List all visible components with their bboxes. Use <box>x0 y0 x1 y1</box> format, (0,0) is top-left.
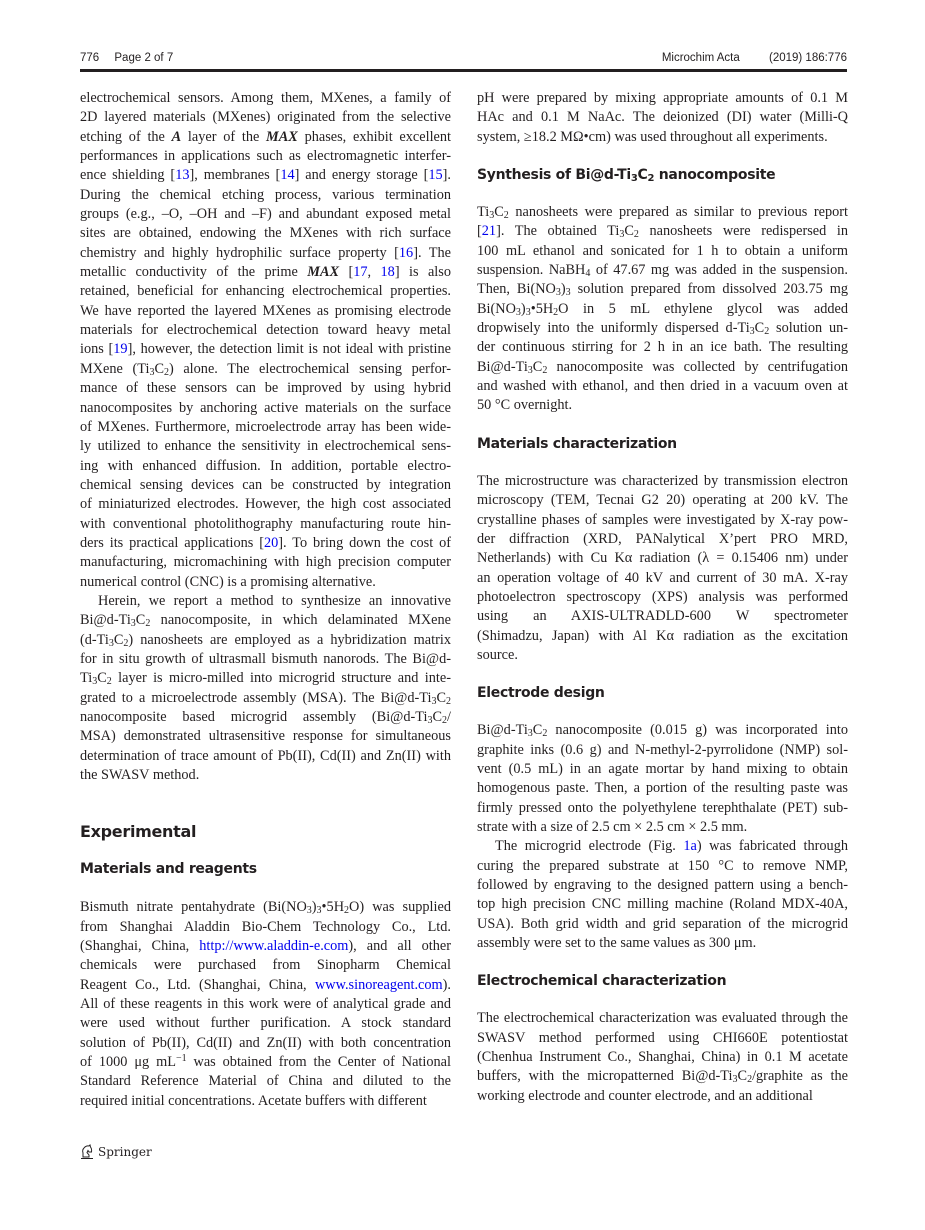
subscript: 2 <box>344 905 350 917</box>
emphasis: MAX <box>266 128 298 145</box>
text-line: top high precision CNC milling machine (Roland MDX-40A, <box>477 896 848 913</box>
text-line: strate with a size of 2.5 cm × 2.5 cm × 2.5 mm. <box>477 818 748 835</box>
text-line: Herein, we report a method to synthesize an innovative <box>98 592 451 609</box>
text-line: assembly were set to the same values as 300 μm. <box>477 935 757 952</box>
citation-link[interactable]: 13 <box>175 167 190 184</box>
text-line: nanocomposites by anchoring active materials on the surface <box>80 399 451 416</box>
text-line: $Bi@d-Ti_3C_2$ nanocomposite (0.015 g) was incorporated into <box>477 722 848 740</box>
text-line: of MXenes. Furthermore, microelectrode array has been wide- <box>80 418 451 435</box>
materials-characterization-paragraph <box>477 472 848 665</box>
text-line: working electrode and counter electrode, and an additional <box>477 1087 813 1104</box>
text-line: (Shimadzu, Japan) with Al Kα radiation as the excitation <box>477 627 848 644</box>
text-line: groups (e.g., –O, –OH and –F) and abundant exposed metal <box>80 206 451 223</box>
text-line: The microstructure was characterized by transmission electron <box>477 472 848 489</box>
text-line: chemistry and highly hydrophilic surface property [16]. The <box>80 244 451 261</box>
citation-link[interactable]: 20 <box>263 534 279 551</box>
text-line: sites are obtained, endowing the MXenes with rich surface <box>80 225 451 242</box>
subscript: 2 <box>446 695 451 707</box>
subscript: 3 <box>489 210 495 222</box>
spacer <box>80 843 451 859</box>
subscript: 3 <box>619 229 625 241</box>
subscript: 3 <box>525 306 531 318</box>
text-line: Then, $Bi(NO_3)_3$ solution prepared from dissolved 203.75 mg <box>477 281 848 299</box>
text-line: $Ti_3C_2$ layer is micro-milled into microgrid structure and inte- <box>80 670 451 688</box>
spacer <box>80 879 451 898</box>
text-line: We have reported the layered MXenes as promising electrode <box>80 302 451 319</box>
text-line: ly utilized to enhance the sensitivity in electrochemical sens- <box>80 438 451 455</box>
subscript: 3 <box>306 905 312 917</box>
url-link[interactable]: http://www.aladdin-e.com <box>199 938 349 955</box>
text-line: the SWASV method. <box>80 767 200 784</box>
citation-link[interactable]: 16 <box>398 244 414 261</box>
text-line: grated to a microelectrode assembly (MSA). The $Bi@d-Ti_3C_2$ <box>80 689 451 707</box>
subscript: 3 <box>427 715 433 726</box>
text-line: ions [19], however, the detection limit is not ideal with pristine <box>80 341 451 358</box>
superscript: −1 <box>175 1053 187 1065</box>
publisher-name: Springer <box>98 1145 152 1159</box>
text-line: vent (0.5 mL) in an agate mortar by hand mixing to obtain <box>477 760 848 777</box>
subscript: 2 <box>123 637 129 649</box>
subsection-heading-electrode-design: Electrode design <box>477 685 605 702</box>
text-line: All of these reagents in this work were of analytical grade and <box>80 996 451 1013</box>
footer <box>80 1144 152 1160</box>
text-line: 100 mL ethanol and sonicated for 1 h to obtain a uniform <box>477 242 848 259</box>
text-line: $Bi@d-Ti_3C_2$ nanocomposite was collected by centrifugation <box>477 358 848 376</box>
text-line: SWASV method performed using CHI660E potentiostat <box>477 1029 848 1046</box>
spacer <box>477 454 848 472</box>
subscript: 3 <box>431 695 437 707</box>
spacer <box>80 785 451 821</box>
spacer <box>477 703 848 721</box>
subscript: 2 <box>106 676 112 688</box>
text-line: curing the prepared substrate at 150 °C to remove NMP, <box>477 857 848 874</box>
section-heading-experimental: Experimental <box>80 822 197 842</box>
text-line: manufacturing, micromachining with high precision computer <box>80 554 451 571</box>
subscript: 3 <box>515 306 521 318</box>
subscript: 3 <box>527 728 533 740</box>
text-line: (Shanghai, China, http://www.aladdin-e.com), and all other <box>80 938 452 955</box>
subscript: 2 <box>647 173 655 185</box>
subscript: 3 <box>527 364 533 376</box>
text-line: buffers, with the micropatterned $Bi@d-Ti_3C_2$/graphite as the <box>477 1068 848 1086</box>
text-line: homogenous paste. Then, a portion of the resulting paste was <box>477 780 848 797</box>
text-line: dropwisely into the uniformly dispersed $d-Ti_3C_2$ solution un- <box>477 320 849 338</box>
text-line: determination of trace amount of Pb(II), Cd(II) and Zn(II) with <box>80 747 451 764</box>
text-line: ders its practical applications [20]. To bring down the cost of <box>80 534 451 551</box>
text-line: 2D layered materials (MXenes) originated from the selective <box>80 109 451 126</box>
text-line: mance of these sensors can be improved by using hybrid <box>80 380 451 397</box>
herein-paragraph <box>80 592 451 785</box>
text-line: During the chemical etching process, various termination <box>80 186 451 203</box>
text-line: The microgrid electrode (Fig. 1a) was fabricated through <box>495 838 848 855</box>
citation-link[interactable]: 1a <box>683 838 697 855</box>
text-line: graphite inks (0.6 g) and N-methyl-2-pyrrolidone (NMP) sol- <box>477 741 848 758</box>
ph-paragraph <box>477 89 848 147</box>
text-line: source. <box>477 646 518 663</box>
subscript: 2 <box>145 618 151 630</box>
text-line: materials for electrochemical detection toward heavy metal <box>80 322 451 339</box>
subscript: 3 <box>630 173 638 185</box>
subscript: 3 <box>108 637 114 649</box>
subscript: 3 <box>732 1074 738 1086</box>
url-link[interactable]: www.sinoreagent.com <box>314 976 443 993</box>
text-line: Bismuth nitrate pentahydrate $(Bi(NO_3)_3•5H_2O)$ was supplied <box>80 899 451 917</box>
text-line: and washed with ethanol, and then dried in a vacuum oven at <box>477 378 848 395</box>
right-column <box>477 89 848 1106</box>
subsection-heading-materials-characterization: Materials characterization <box>477 435 677 452</box>
citation-link[interactable]: 15 <box>428 167 443 184</box>
text-line: Standard Reference Material of China and diluted to the <box>80 1073 451 1090</box>
synthesis-paragraph <box>477 203 848 416</box>
emphasis: MAX <box>307 264 340 281</box>
text-line: suspension. NaBH$_4$ of 47.67 mg was added in the suspension. <box>477 262 848 280</box>
subscript: 3 <box>316 905 322 917</box>
subscript: 3 <box>130 618 136 630</box>
subscript: 2 <box>503 210 509 222</box>
text-line: an operation voltage of 40 kV and current of 30 mA. X-ray <box>477 569 848 586</box>
text-line: der diffraction (XRD, PANalytical X’pert PRO MRD, <box>477 530 848 547</box>
text-line: photoelectron spectroscopy (XPS) analysis was performed <box>477 588 848 605</box>
header-rule <box>80 69 847 72</box>
spacer <box>477 416 848 434</box>
subscript: 3 <box>92 676 98 688</box>
text-line: USA). Both grid width and grid separation of the microgrid <box>477 915 848 932</box>
header-left <box>80 52 185 64</box>
text-line: pH were prepared by mixing appropriate amounts of 0.1 M <box>477 90 848 106</box>
subscript: 2 <box>553 306 559 318</box>
citation-link[interactable]: 21 <box>481 223 497 240</box>
electrode-paragraph <box>477 721 848 837</box>
text-line: der continuous stirring for 2 h in an ice bath. The resulting <box>477 339 848 356</box>
text-line: followed by engraving to the designed pattern using a bench- <box>477 877 848 893</box>
text-line: numerical control (CNC) is a promising alternative. <box>80 573 376 590</box>
spacer <box>477 185 848 203</box>
spacer <box>477 147 848 165</box>
text-line: crystalline phases of samples were investigated by X-ray pow- <box>477 511 848 528</box>
subscript: 3 <box>565 287 571 299</box>
text-line: of 1000 μg $mL^{-1}$ was obtained from the Center of National <box>80 1053 451 1071</box>
text-line: retained, beneficial for enhancing electrochemical properties. <box>80 283 451 300</box>
electrochemical-paragraph <box>477 1009 848 1106</box>
text-line: metallic conductivity of the prime MAX [17, 18] is also <box>80 264 451 281</box>
subscript: 4 <box>585 268 591 280</box>
text-line: $Ti_3C_2$ nanosheets were prepared as similar to previous report <box>477 204 848 222</box>
text-line: Netherlands) with Cu Kα radiation (λ = 0.15406 nm) under <box>477 550 848 567</box>
running-header <box>80 50 847 70</box>
citation-link[interactable]: 18 <box>380 264 395 281</box>
text-line: (Chenhua Instrument Co., Shanghai, China) in 0.1 M acetate <box>477 1049 848 1066</box>
subscript: 2 <box>542 364 548 376</box>
text-line: etching of the A layer of the MAX phases, exhibit excellent <box>80 128 452 145</box>
text-line: with conventional photolithography manufacturing route hin- <box>80 515 451 532</box>
text-line: MXene $(Ti_3C_2)$ alone. The electrochemical sensing perfor- <box>80 360 451 378</box>
subscript: 2 <box>442 715 448 726</box>
text-line: firmly pressed onto the polyethylene terephthalate (PET) sub- <box>477 799 848 816</box>
text-line: using an AXIS-ULTRADLD-600 W spectrometer <box>477 608 848 625</box>
left-column <box>80 89 451 1111</box>
subscript: 3 <box>149 366 155 378</box>
text-line: $(d-Ti_3C_2)$ nanosheets are employed as a hybridization matrix <box>80 631 451 649</box>
page-of-label: Page 2 of 7 <box>114 52 174 64</box>
text-line: chemicals were purchased from Sinopharm Chemical <box>80 957 451 974</box>
subsection-heading-synthesis: Synthesis of $Bi@d-Ti_3C_2$ nanocomposite <box>477 167 776 185</box>
journal-name: Microchim Acta <box>661 52 740 64</box>
text-line: MSA) demonstrated ultrasensitive response for simultaneous <box>80 728 451 745</box>
text-line: HAc and 0.1 M NaAc. The deionized (DI) water (Milli-Q <box>477 109 848 126</box>
text-line: The electrochemical characterization was evaluated through the <box>477 1010 848 1027</box>
text-line: nanocomposite based microgrid assembly ($Bi@d-Ti_3C_2/$ <box>80 709 451 726</box>
materials-paragraph <box>80 898 451 1111</box>
intro-paragraph <box>80 89 451 592</box>
citation-link[interactable]: 17 <box>353 264 368 281</box>
subsection-heading-materials: Materials and reagents <box>80 861 257 878</box>
text-line: solution of Pb(II), Cd(II) and Zn(II) with both concentration <box>80 1034 451 1051</box>
text-line: were used without further purification. A stock standard <box>80 1015 451 1032</box>
text-line: 50 °C overnight. <box>477 397 573 414</box>
text-line: performances in applications such as electromagnetic interfer- <box>80 148 451 165</box>
subscript: 2 <box>764 326 770 338</box>
text-line: electrochemical sensors. Among them, MXenes, a family of <box>80 90 451 106</box>
text-line: system, ≥18.2 MΩ•cm) was used throughout all experiments. <box>477 128 828 145</box>
subscript: 2 <box>747 1074 753 1086</box>
emphasis: A <box>171 128 182 145</box>
subscript: 2 <box>633 229 639 241</box>
subscript: 3 <box>555 287 561 299</box>
subscript: 2 <box>542 728 548 740</box>
page-number: 776 <box>80 52 100 64</box>
text-line: Reagent Co., Ltd. (Shanghai, China, www.sinoreagent.com). <box>80 976 451 993</box>
citation-link[interactable]: 14 <box>280 167 295 184</box>
subsection-heading-electrochemical-characterization: Electrochemical characterization <box>477 973 727 990</box>
text-line: microscopy (TEM, Tecnai G2 20) operating at 200 kV. The <box>477 492 848 509</box>
spacer <box>477 953 848 971</box>
text-line: $Bi(NO_3)_3•5H_2O$ in 5 mL ethylene glycol was added <box>477 300 848 318</box>
text-line: $Bi@d-Ti_3C_2$ nanocomposite, in which delaminated MXene <box>80 612 451 630</box>
citation-link[interactable]: 19 <box>113 341 128 358</box>
text-line: chemical sensing devices can be constructed by integration <box>80 476 451 493</box>
text-line: ence shielding [13], membranes [14] and energy storage [15]. <box>80 167 452 184</box>
text-line: ing with enhanced diffusion. In addition, portable electro- <box>80 457 451 474</box>
text-line: of miniaturized electrodes. However, the high cost associated <box>80 496 451 513</box>
subscript: 2 <box>163 366 169 378</box>
text-line: from Shanghai Aladdin Bio-Chem Technology Co., Ltd. <box>80 918 451 935</box>
text-line: required initial concentrations. Acetate buffers with different <box>80 1092 427 1109</box>
text-line: [21]. The obtained $Ti_3C_2$ nanosheets were redispersed in <box>477 223 849 241</box>
spacer <box>477 665 848 683</box>
citation: (2019) 186:776 <box>768 52 847 64</box>
subscript: 3 <box>749 326 755 338</box>
spacer <box>477 991 848 1009</box>
microgrid-paragraph <box>477 837 848 953</box>
header-right <box>636 52 847 64</box>
text-line: for in situ growth of ultrasmall bismuth nanorods. The Bi@d- <box>80 650 451 667</box>
springer-knight-icon <box>80 1144 94 1160</box>
